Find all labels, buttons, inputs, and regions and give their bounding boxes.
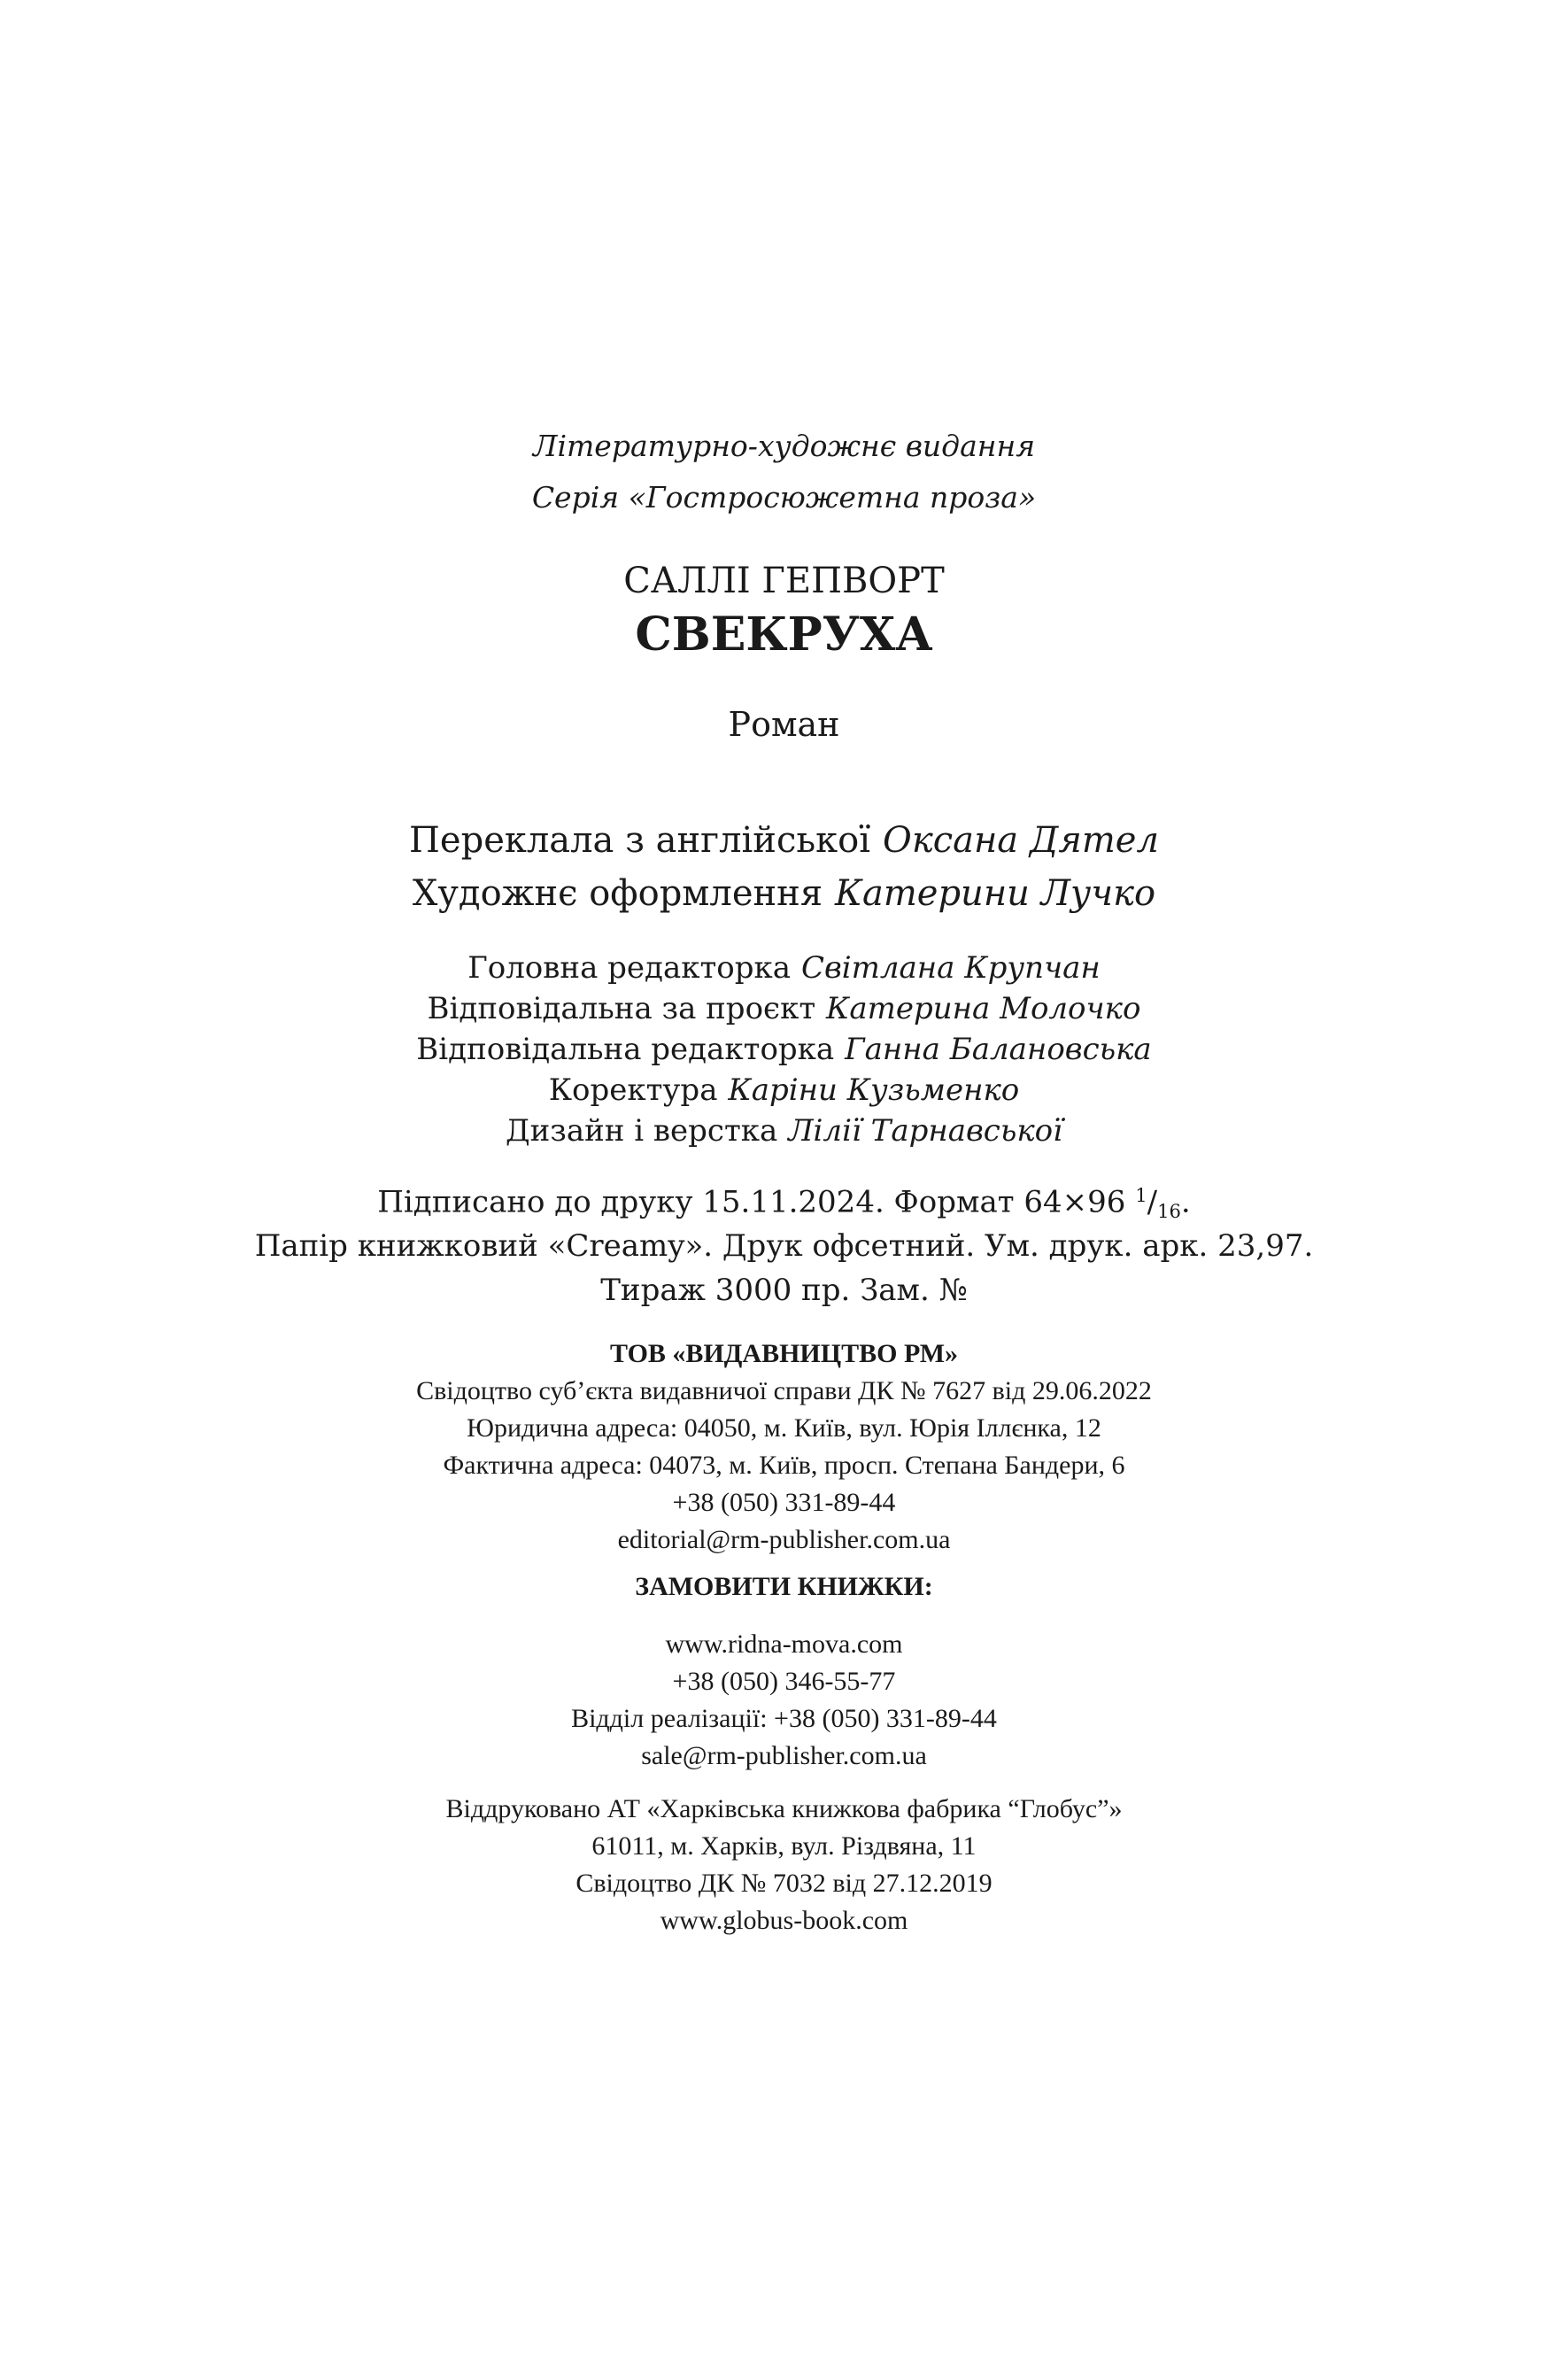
staff-credit-chief-editor xyxy=(0,950,1568,987)
credit-role: Переклала з англійської xyxy=(409,820,871,861)
orders-website: www.ridna-mova.com xyxy=(665,1629,903,1659)
cover-design-credit xyxy=(0,872,1568,915)
imprint-run: Тираж 3000 пр. Зам. № xyxy=(600,1273,968,1308)
imprint-signed-text: Підписано до друку 15.11.2024. Формат 64×96 xyxy=(377,1184,1126,1220)
orders-email: sale@rm-publisher.com.ua xyxy=(641,1741,927,1770)
credit-name: Каріни Кузьменко xyxy=(728,1072,1020,1108)
printer-name: Віддруковано АТ «Харківська книжкова фабрика “Глобус”» xyxy=(445,1794,1123,1823)
imprint-paper: Папір книжковий «Creamy». Друк офсетний. Ум. друк. арк. 23,97. xyxy=(254,1228,1314,1264)
credit-role: Головна редакторка xyxy=(467,950,792,986)
book-genre: Роман xyxy=(728,705,840,744)
orders-sales-phone: Відділ реалізації: +38 (050) 331-89-44 xyxy=(571,1704,997,1733)
credit-name: Катерини Лучко xyxy=(835,873,1156,914)
staff-credit-layout xyxy=(0,1113,1568,1149)
publisher-actual-address: Фактична адреса: 04073, м. Київ, просп. Степана Бандери, 6 xyxy=(443,1451,1125,1480)
publisher-email: editorial@rm-publisher.com.ua xyxy=(617,1525,951,1554)
printer-certificate: Свідоцтво ДК № 7032 від 27.12.2019 xyxy=(575,1869,993,1898)
edition-type: Літературно-художнє видання xyxy=(532,429,1036,463)
format-denominator: 16 xyxy=(1157,1199,1181,1222)
credit-role: Відповідальна за проєкт xyxy=(427,991,816,1026)
publisher-phone: +38 (050) 331-89-44 xyxy=(672,1488,896,1517)
credit-role: Дизайн і верстка xyxy=(505,1113,778,1149)
credit-name: Оксана Дятел xyxy=(883,820,1159,861)
staff-credit-editor xyxy=(0,1032,1568,1068)
printer-website: www.globus-book.com xyxy=(660,1906,908,1935)
publisher-certificate: Свідоцтво суб’єкта видавничої справи ДК № 7627 від 29.06.2022 xyxy=(416,1376,1152,1405)
staff-credit-proofreading xyxy=(0,1072,1568,1109)
publisher-name: ТОВ «ВИДАВНИЦТВО РМ» xyxy=(609,1339,959,1368)
format-numerator: 1 xyxy=(1135,1184,1147,1206)
credit-name: Лілії Тарнавської xyxy=(788,1113,1063,1149)
imprint-signed-suffix: . xyxy=(1180,1184,1191,1220)
publisher-legal-address: Юридична адреса: 04050, м. Київ, вул. Юрія Іллєнка, 12 xyxy=(467,1413,1101,1443)
author-name: САЛЛІ ГЕПВОРТ xyxy=(623,561,945,601)
printer-address: 61011, м. Харків, вул. Різдвяна, 11 xyxy=(591,1831,977,1861)
credit-name: Ганна Балановська xyxy=(845,1032,1152,1067)
credit-role: Коректура xyxy=(548,1072,718,1108)
orders-heading: ЗАМОВИТИ КНИЖКИ: xyxy=(635,1572,933,1601)
credit-name: Катерина Молочко xyxy=(826,991,1141,1026)
orders-phone: +38 (050) 346-55-77 xyxy=(672,1667,896,1696)
series-name: Серія «Гостросюжетна проза» xyxy=(531,480,1037,515)
translator-credit xyxy=(0,819,1568,862)
book-title: СВЕКРУХА xyxy=(635,608,933,662)
credit-name: Світлана Крупчан xyxy=(800,950,1101,986)
credit-role: Відповідальна редакторка xyxy=(416,1032,835,1067)
credit-role: Художнє оформлення xyxy=(412,873,823,914)
staff-credit-project-lead xyxy=(0,991,1568,1027)
format-slash: / xyxy=(1147,1184,1158,1220)
imprint-signed xyxy=(0,1184,1568,1222)
